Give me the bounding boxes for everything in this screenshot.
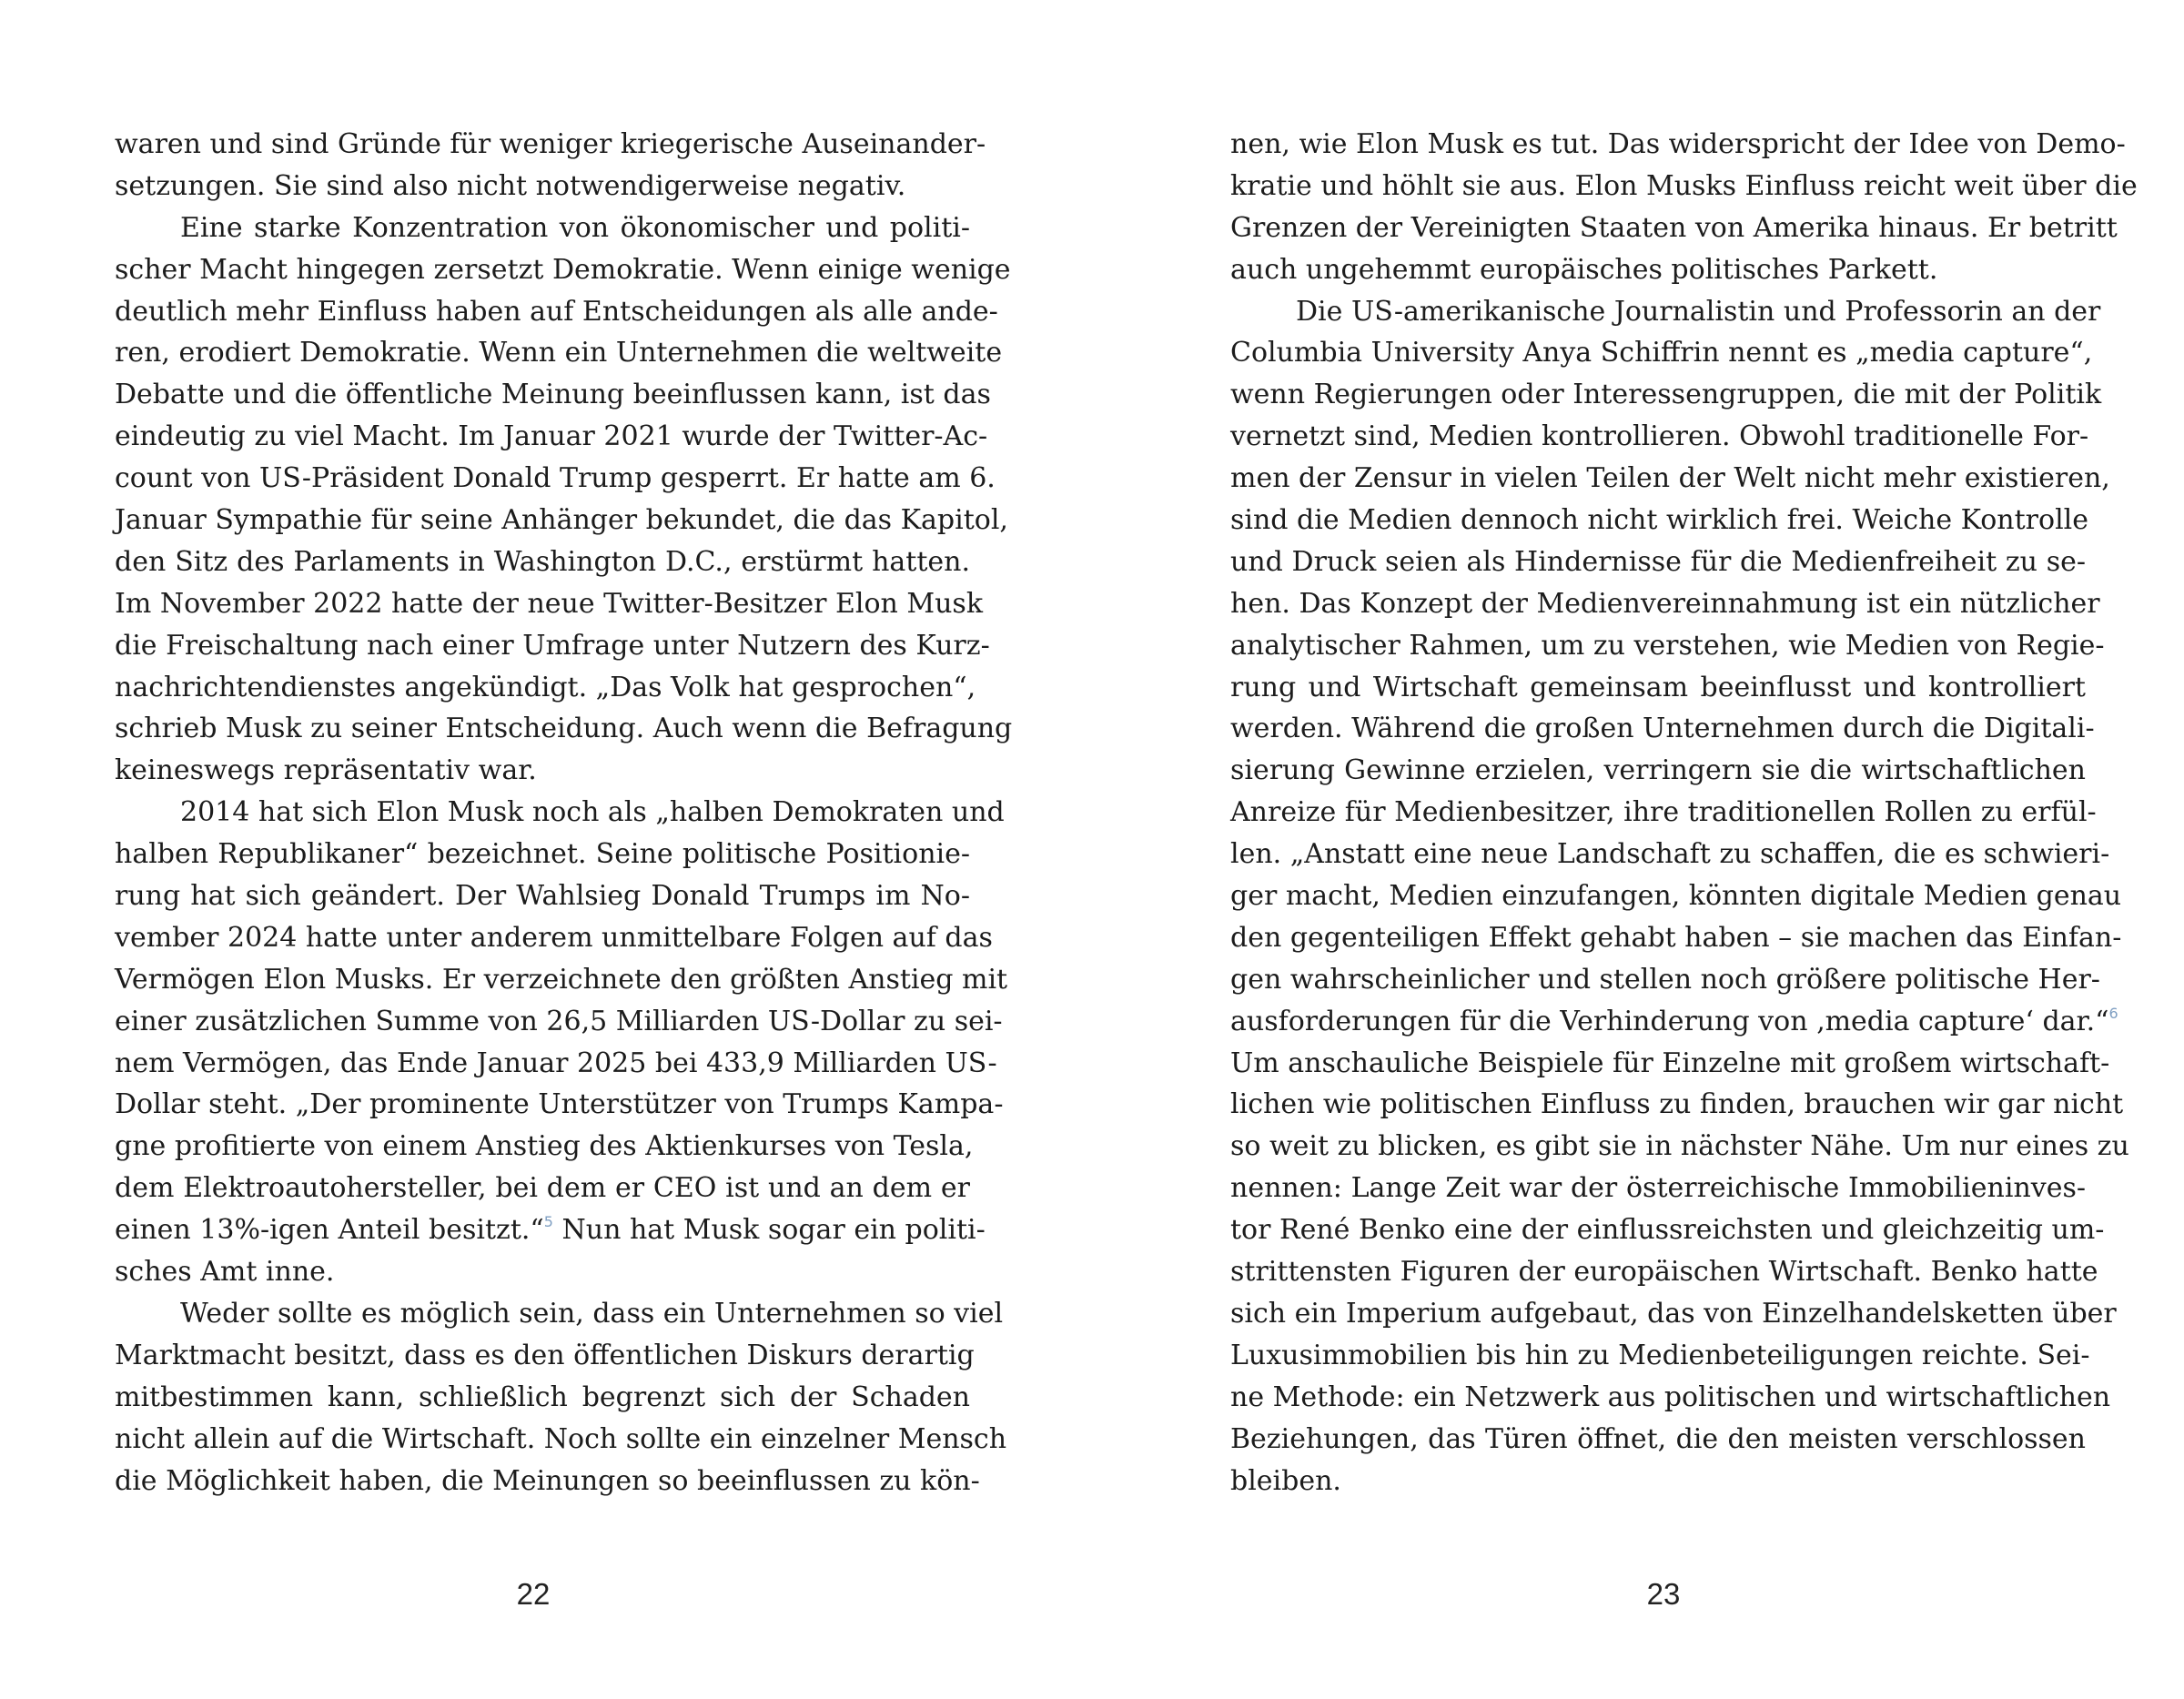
text-line: schrieb Musk zu seiner Entscheidung. Auch wenn die Befragung	[115, 713, 1013, 745]
text-line: analytischer Rahmen, um zu verstehen, wie Medien von Regie-	[1230, 629, 2105, 662]
right-page-text	[1230, 124, 2138, 1502]
text-line: Anreize für Medienbesitzer, ihre traditionellen Rollen zu erfül-	[1230, 796, 2097, 829]
text-line: sich ein Imperium aufgebaut, das von Einzelhandelsketten über	[1230, 1297, 2117, 1330]
text-line: rung und Wirtschaft gemeinsam beeinflusst und kontrolliert	[1230, 671, 2086, 703]
text-line: sind die Medien dennoch nicht wirklich frei. Weiche Kontrolle	[1230, 504, 2089, 537]
text-fragment: Nun hat Musk sogar ein politi-	[561, 1214, 986, 1247]
text-line: nen, wie Elon Musk es tut. Das widerspricht der Idee von Demo-	[1230, 128, 2126, 160]
text-line: deutlich mehr Einfluss haben auf Entscheidungen als alle ande-	[115, 295, 998, 328]
text-line: Die US-amerikanische Journalistin und Professorin an der	[1296, 295, 2101, 328]
text-line: Um anschauliche Beispiele für Einzelne mit großem wirtschaft-	[1230, 1047, 2110, 1079]
text-line: count von US-Präsident Donald Trump gesperrt. Er hatte am 6.	[115, 462, 996, 495]
text-line: Dollar steht. „Der prominente Unterstützer von Trumps Kampa-	[115, 1088, 1004, 1121]
text-line: und Druck seien als Hindernisse für die Medienfreiheit zu se-	[1230, 545, 2086, 578]
text-line: werden. Während die großen Unternehmen durch die Digitali-	[1230, 713, 2095, 745]
text-fragment: einen 13%-igen Anteil besitzt.“	[115, 1214, 544, 1247]
text-line: Eine starke Konzentration von ökonomischer und politi-	[180, 211, 970, 244]
text-line	[1230, 1001, 2118, 1043]
text-line: Columbia University Anya Schiffrin nennt es „media capture“,	[1230, 337, 2093, 369]
text-line: Beziehungen, das Türen öffnet, die den meisten verschlossen	[1230, 1422, 2086, 1455]
text-line: strittensten Figuren der europäischen Wirtschaft. Benko hatte	[1230, 1256, 2098, 1289]
text-line: die Freischaltung nach einer Umfrage unter Nutzern des Kurz-	[115, 629, 990, 662]
text-line: nicht allein auf die Wirtschaft. Noch sollte ein einzelner Mensch	[115, 1422, 1007, 1455]
left-page-text	[115, 124, 1013, 1502]
text-line: 2014 hat sich Elon Musk noch als „halben Demokraten und	[180, 796, 1005, 829]
text-line: ne Methode: ein Netzwerk aus politischen und wirtschaftlichen	[1230, 1380, 2111, 1413]
text-line: so weit zu blicken, es gibt sie in nächster Nähe. Um nur eines zu	[1230, 1130, 2129, 1163]
text-line: den gegenteiligen Effekt gehabt haben – sie machen das Einfan-	[1230, 921, 2122, 954]
text-line: vember 2024 hatte unter anderem unmittelbare Folgen auf das	[115, 921, 993, 954]
text-line: wenn Regierungen oder Interessengruppen, die mit der Politik	[1230, 379, 2102, 411]
text-line: auch ungehemmt europäisches politisches Parkett.	[1230, 253, 1938, 286]
text-line: Vermögen Elon Musks. Er verzeichnete den größten Anstieg mit	[115, 963, 1008, 996]
text-line: vernetzt sind, Medien kontrollieren. Obwohl traditionelle For-	[1230, 420, 2089, 453]
text-line: eindeutig zu viel Macht. Im Januar 2021 wurde der Twitter-Ac-	[115, 420, 988, 453]
text-line: kratie und höhlt sie aus. Elon Musks Einfluss reicht weit über die	[1230, 169, 2138, 202]
text-line: gen wahrscheinlicher und stellen noch größere politische Her-	[1230, 963, 2100, 996]
text-line: die Möglichkeit haben, die Meinungen so beeinflussen zu kön-	[115, 1464, 980, 1497]
text-line: Marktmacht besitzt, dass es den öffentlichen Diskurs derartig	[115, 1339, 975, 1371]
text-line: den Sitz des Parlaments in Washington D.C., erstürmt hatten.	[115, 545, 970, 578]
text-line: Im November 2022 hatte der neue Twitter-Besitzer Elon Musk	[115, 587, 984, 620]
text-line: nennen: Lange Zeit war der österreichische Immobilieninves-	[1230, 1172, 2086, 1205]
text-line: keineswegs repräsentativ war.	[115, 754, 537, 787]
text-line: Januar Sympathie für seine Anhänger bekundet, die das Kapitol,	[115, 504, 1008, 537]
page-number-right: 23	[1646, 1577, 1681, 1611]
text-line: lichen wie politischen Einfluss zu finden, brauchen wir gar nicht	[1230, 1088, 2124, 1121]
text-line: ren, erodiert Demokratie. Wenn ein Unternehmen die weltweite	[115, 337, 1003, 369]
text-line: Grenzen der Vereinigten Staaten von Amerika hinaus. Er betritt	[1230, 211, 2118, 244]
text-line: Luxusimmobilien bis hin zu Medienbeteiligungen reichte. Sei-	[1230, 1339, 2090, 1371]
text-line: tor René Benko eine der einflussreichsten und gleichzeitig um-	[1230, 1214, 2105, 1247]
text-line: halben Republikaner“ bezeichnet. Seine politische Positionie-	[115, 838, 970, 871]
text-line: scher Macht hingegen zersetzt Demokratie. Wenn einige wenige	[115, 253, 1011, 286]
text-line: ger macht, Medien einzufangen, könnten digitale Medien genau	[1230, 880, 2122, 913]
text-line: sierung Gewinne erzielen, verringern sie die wirtschaftlichen	[1230, 754, 2086, 787]
text-line: einer zusätzlichen Summe von 26,5 Milliarden US-Dollar zu sei-	[115, 1005, 1003, 1037]
text-line: setzungen. Sie sind also nicht notwendigerweise negativ.	[115, 169, 906, 202]
text-line: hen. Das Konzept der Medienvereinnahmung ist ein nützlicher	[1230, 587, 2100, 620]
text-line	[115, 1209, 986, 1251]
footnote-marker[interactable]: 5	[543, 1213, 553, 1231]
text-line: sches Amt inne.	[115, 1256, 335, 1289]
footnote-marker[interactable]: 6	[2108, 1004, 2118, 1022]
text-line: waren und sind Gründe für weniger kriegerische Auseinander-	[115, 128, 986, 160]
text-line: gne profitierte von einem Anstieg des Aktienkurses von Tesla,	[115, 1130, 974, 1163]
text-line: dem Elektroautohersteller, bei dem er CEO ist und an dem er	[115, 1172, 970, 1205]
text-line: rung hat sich geändert. Der Wahlsieg Donald Trumps im No-	[115, 880, 970, 913]
text-line: Weder sollte es möglich sein, dass ein Unternehmen so viel	[180, 1297, 1004, 1330]
text-line: nachrichtendienstes angekündigt. „Das Volk hat gesprochen“,	[115, 671, 976, 703]
text-line: Debatte und die öffentliche Meinung beeinflussen kann, ist das	[115, 379, 991, 411]
page-number-left: 22	[516, 1577, 551, 1611]
text-line: bleiben.	[1230, 1464, 1341, 1497]
text-fragment: ausforderungen für die Verhinderung von ‚media capture‘ dar.“	[1230, 1005, 2109, 1037]
text-line: mitbestimmen kann, schließlich begrenzt sich der Schaden	[115, 1380, 970, 1413]
text-line: nem Vermögen, das Ende Januar 2025 bei 433,9 Milliarden US-	[115, 1047, 997, 1079]
text-line: men der Zensur in vielen Teilen der Welt nicht mehr existieren,	[1230, 462, 2110, 495]
text-line: len. „Anstatt eine neue Landschaft zu schaffen, die es schwieri-	[1230, 838, 2110, 871]
